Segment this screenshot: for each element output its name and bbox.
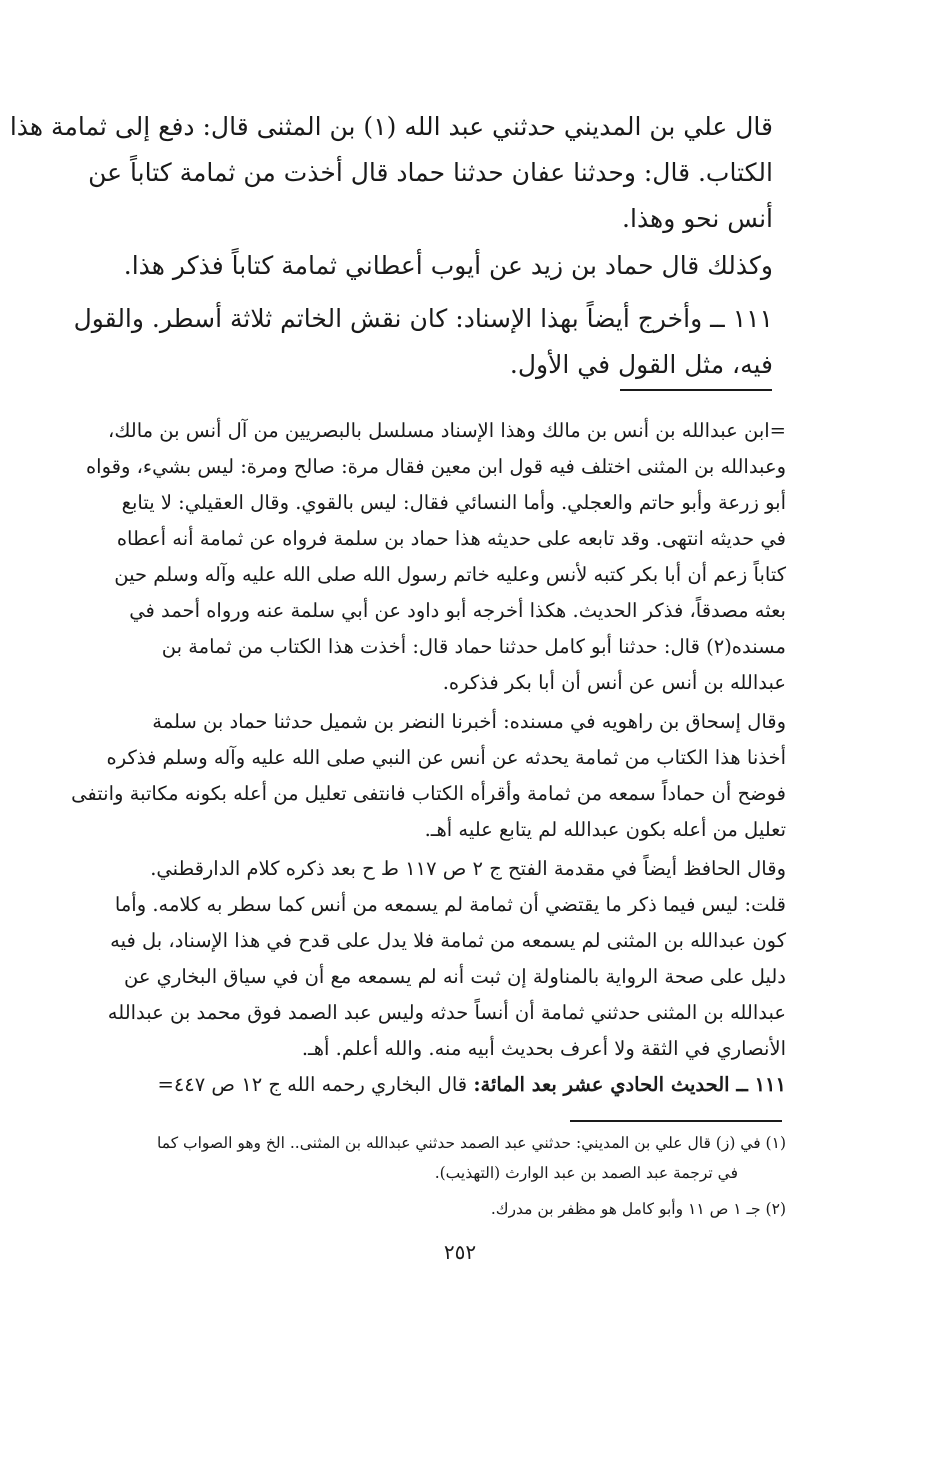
notes-divider [620,389,772,391]
main-paragraph-2 [123,243,773,289]
note-line: كتاباً زعم أن أبا بكر كتبه لأنس وعليه خاتم رسول الله صلى الله عليه وآله وسلم حين [114,563,786,586]
note-line: دليل على صحة الرواية بالمناولة إن ثبت أنه لم يسمعه مع أن في سياق البخاري عن [124,965,786,988]
notes-block-1 [85,413,786,701]
text-line: وكذلك قال حماد بن زيد عن أيوب أعطاني ثمامة كتاباً فذكر هذا. [123,251,773,280]
note-line: عبدالله بن أنس عن أنس أن أبا بكر فذكره. [442,671,786,694]
footnotes [154,1128,786,1224]
note-line: =ابن عبدالله بن أنس بن مالك وهذا الإسناد مسلسل بالبصريين من آل أنس بن مالك، [108,419,786,442]
note-line: في حديثه انتهى. وقد تابعه على حديثه هذا حماد بن سلمة فرواه عن ثمامة أنه أعطاه [116,527,786,550]
footnote-1: (١) في (ز) قال علي بن المديني: حدثني عبد الصمد حدثني عبدالله بن المثنى.. الخ وهو الصواب كما [157,1134,786,1152]
note-line: كون عبدالله بن المثنى لم يسمعه من ثمامة فلا يدل على قدح في هذا الإسناد، بل فيه [110,929,786,952]
note-line: فوضح أن حماداً سمعه من ثمامة وأقرأه الكتاب فانتفى تعليل من أعله بكونه مكاتبة وانتفى [71,782,786,805]
note-line: تعليل من أعله بكون عبدالله لم يتابع عليه أهـ. [424,818,786,841]
hadith-heading-line [154,1067,786,1103]
note-line: عبدالله بن المثنى حدثني ثمامة أن أنساً حدثه وليس عبد الصمد فوق محمد بن عبدالله [107,1001,786,1024]
notes-block-2 [71,704,786,848]
footnote-2: (٢) جـ ١ ص ١١ وأبو كامل هو مظفر بن مدرك. [490,1200,786,1218]
hadith-heading: ١١١ ــ الحديث الحادي عشر بعد المائة: [473,1073,786,1096]
note-line: الأنصاري في الثقة ولا أعرف بحديث أبيه منه. والله أعلم. أهـ. [301,1037,786,1060]
main-paragraph-1 [9,104,773,242]
note-line: وقال الحافظ أيضاً في مقدمة الفتح ج ٢ ص ١١٧ ط ح بعد ذكره كلام الدارقطني. [150,857,786,880]
text-line: الكتاب. قال: وحدثنا عفان حدثنا حماد قال أخذت من ثمامة كتاباً عن [88,158,773,187]
text-line: أنس نحو وهذا. [622,204,773,233]
footnote-divider [570,1120,782,1122]
note-line: قلت: ليس فيما ذكر ما يقتضي أن ثمامة لم يسمعه من أنس كما سطر به كلامه. وأما [114,893,786,916]
notes-block-3 [107,851,786,1103]
note-line: مسنده(٢) قال: حدثنا أبو كامل حدثنا حماد قال: أخذت هذا الكتاب من ثمامة بن [161,635,786,658]
note-line: أبو زرعة وأبو حاتم والعجلي. وأما النسائي فقال: ليس بالقوي. وقال العقيلي: لا يتابع [121,491,786,514]
note-line: أخذنا هذا الكتاب من ثمامة يحدثه عن أنس عن النبي صلى الله عليه وآله وسلم فذكره [106,746,786,769]
main-paragraph-3 [73,296,773,388]
note-line: بعثه مصدقاً، فذكر الحديث. هكذا أخرجه أبو داود عن أبي سلمة عنه ورواه أحمد في [129,599,786,622]
page-number: ٢٥٢ [443,1240,477,1264]
hadith-reference: قال البخاري رحمه الله ج ١٢ ص ٤٤٧= [157,1073,468,1096]
text-line: ١١١ ــ وأخرج أيضاً بهذا الإسناد: كان نقش الخاتم ثلاثة أسطر. والقول [73,304,773,333]
note-line: وقال إسحاق بن راهويه في مسنده: أخبرنا النضر بن شميل حدثنا حماد بن سلمة [152,710,786,733]
text-line: فيه، مثل القول في الأول. [509,350,773,379]
footnote-1-cont: في ترجمة عبد الصمد بن عبد الوارث (التهذيب). [434,1164,738,1182]
note-line: وعبدالله بن المثنى اختلف فيه قول ابن معين فقال مرة: صالح ومرة: ليس بشيء، وقواه [85,455,786,478]
text-line: قال علي بن المديني حدثني عبد الله (١) بن المثنى قال: دفع إلى ثمامة هذا [9,112,773,141]
